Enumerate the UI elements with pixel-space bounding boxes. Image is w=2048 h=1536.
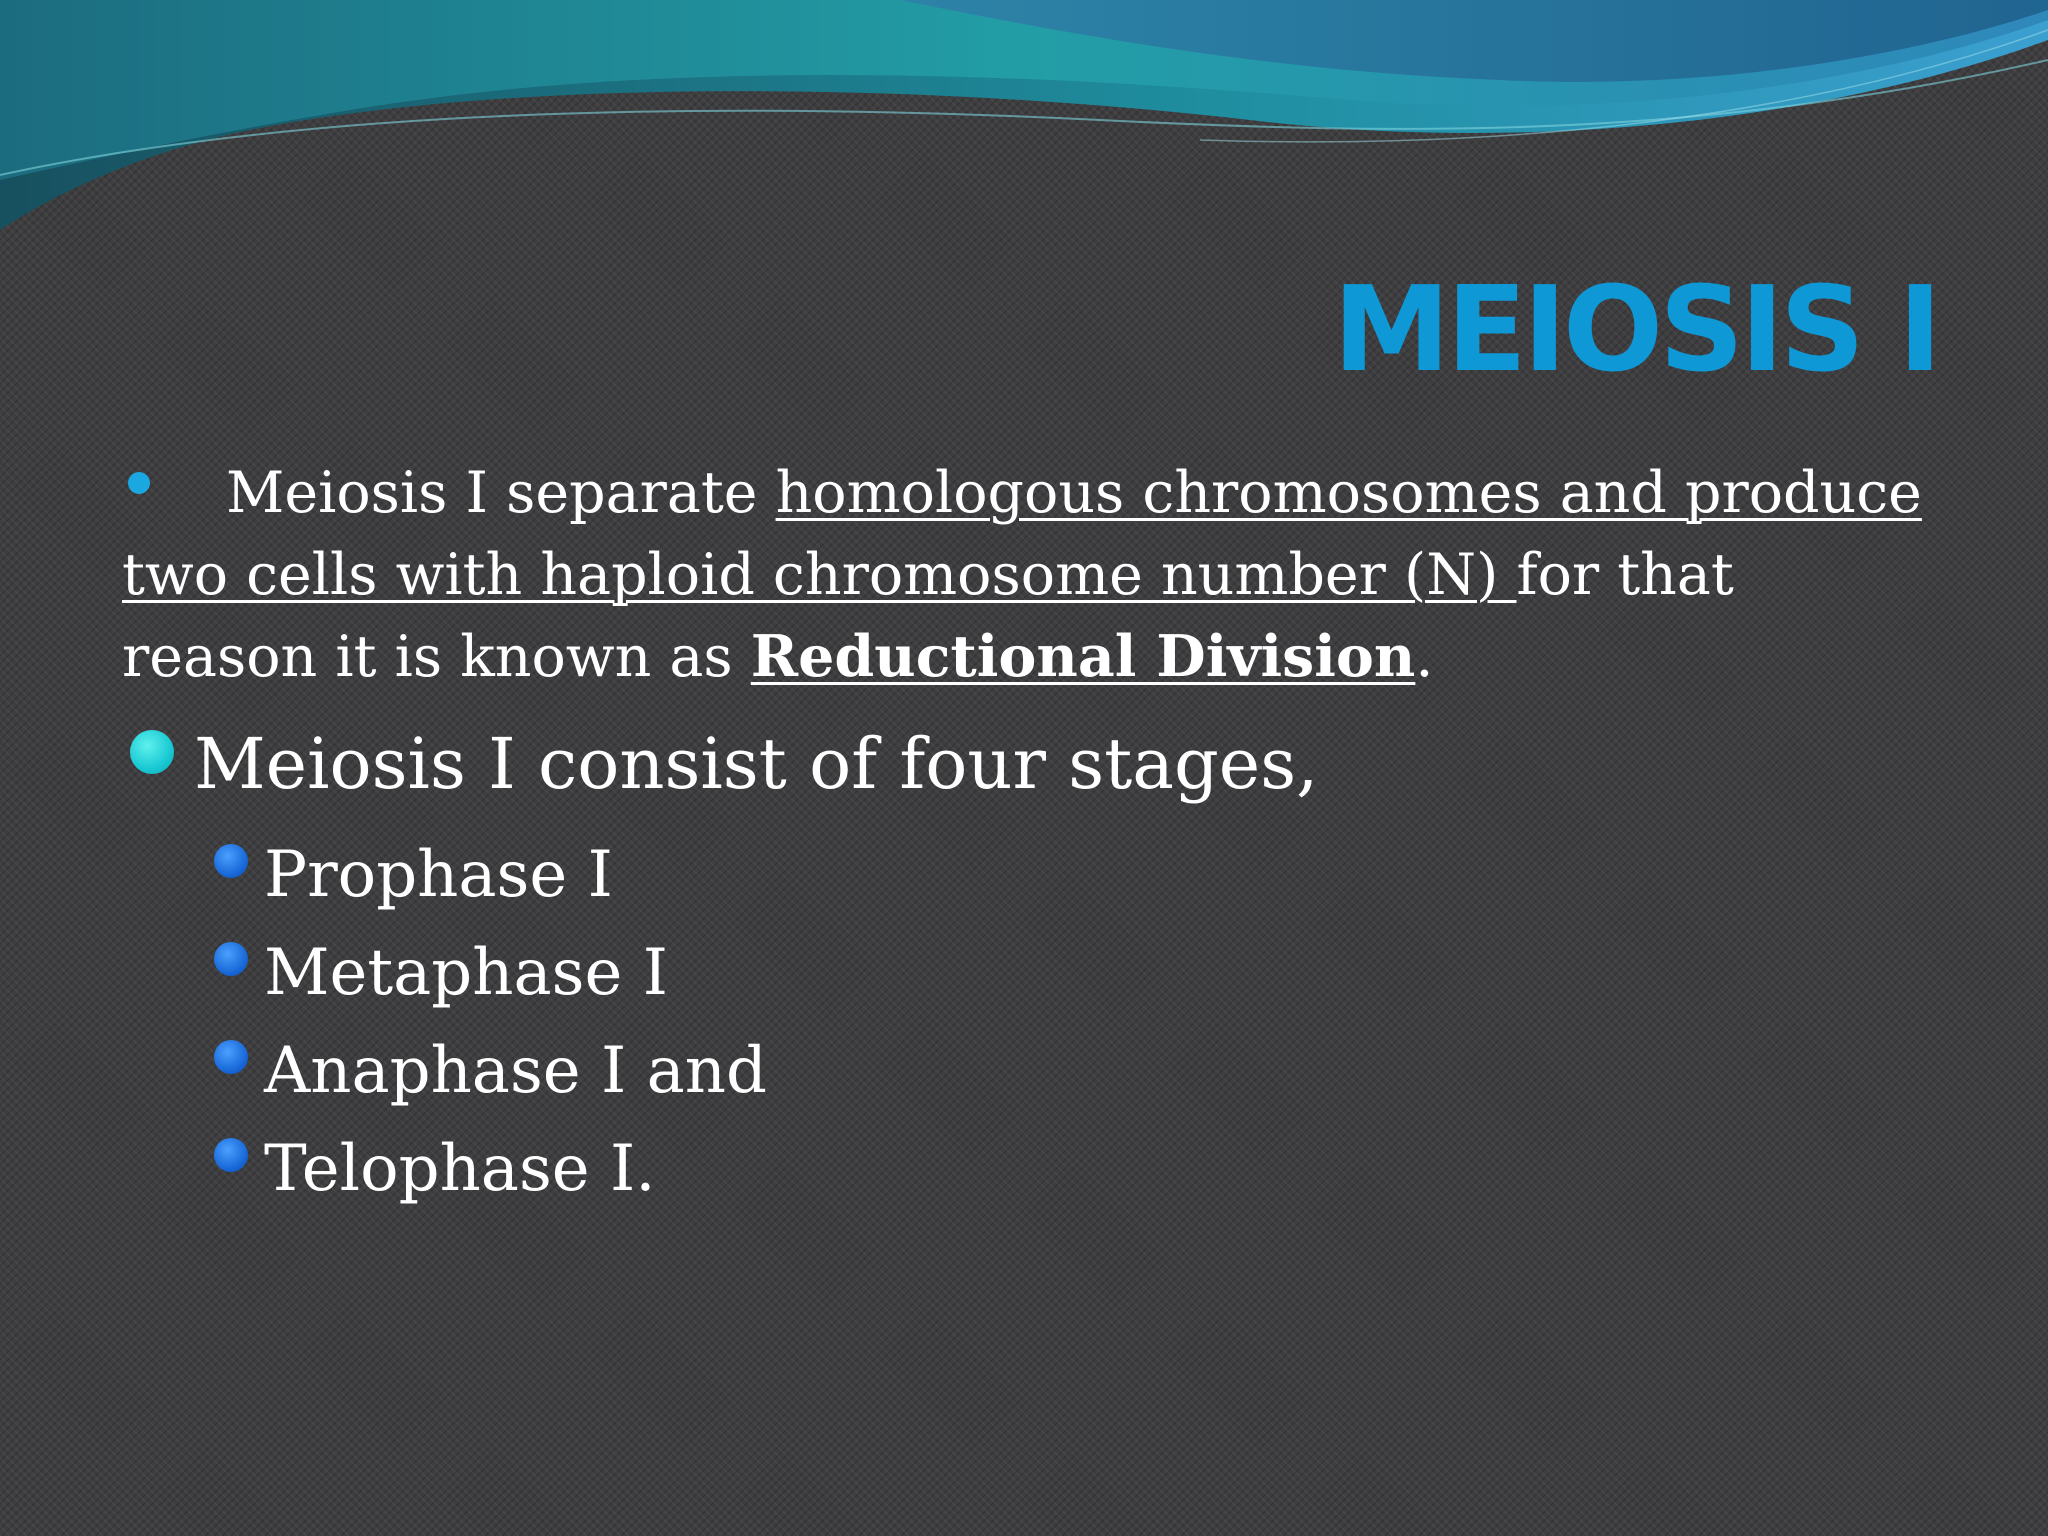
main-bullet-text: Meiosis I consist of four stages, (194, 723, 1319, 805)
slide-title: MEIOSIS I (1332, 260, 1938, 398)
paragraph-text-1: Meiosis I separate (226, 460, 776, 526)
bullet-dot-icon (128, 472, 150, 494)
bullet-dot-icon (130, 730, 174, 774)
list-item (214, 1022, 767, 1120)
bullet-dot-icon (214, 942, 248, 976)
paragraph-underlined-text: homologous chromosomes and produce two cells with haploid chromosome number (N) (122, 460, 1922, 608)
bullet-dot-icon (214, 1138, 248, 1172)
paragraph-text-3: . (1415, 624, 1434, 690)
bullet-dot-icon (214, 1040, 248, 1074)
stage-text: Metaphase I (264, 936, 668, 1010)
list-item (214, 1120, 767, 1218)
header-wave-decoration (0, 0, 2048, 240)
bullet-dot-icon (214, 844, 248, 878)
list-item (214, 924, 767, 1022)
paragraph-bold-term: Reductional Division (750, 623, 1416, 690)
stage-text: Prophase I (264, 838, 613, 912)
main-bullet (130, 722, 1318, 806)
stage-text: Anaphase I and (264, 1034, 767, 1108)
stage-text: Telophase I. (264, 1132, 656, 1206)
list-item (214, 826, 767, 924)
intro-paragraph (122, 452, 1922, 698)
stages-list (214, 826, 767, 1218)
paragraph-text-2: for that reason it is known as (122, 542, 1734, 690)
